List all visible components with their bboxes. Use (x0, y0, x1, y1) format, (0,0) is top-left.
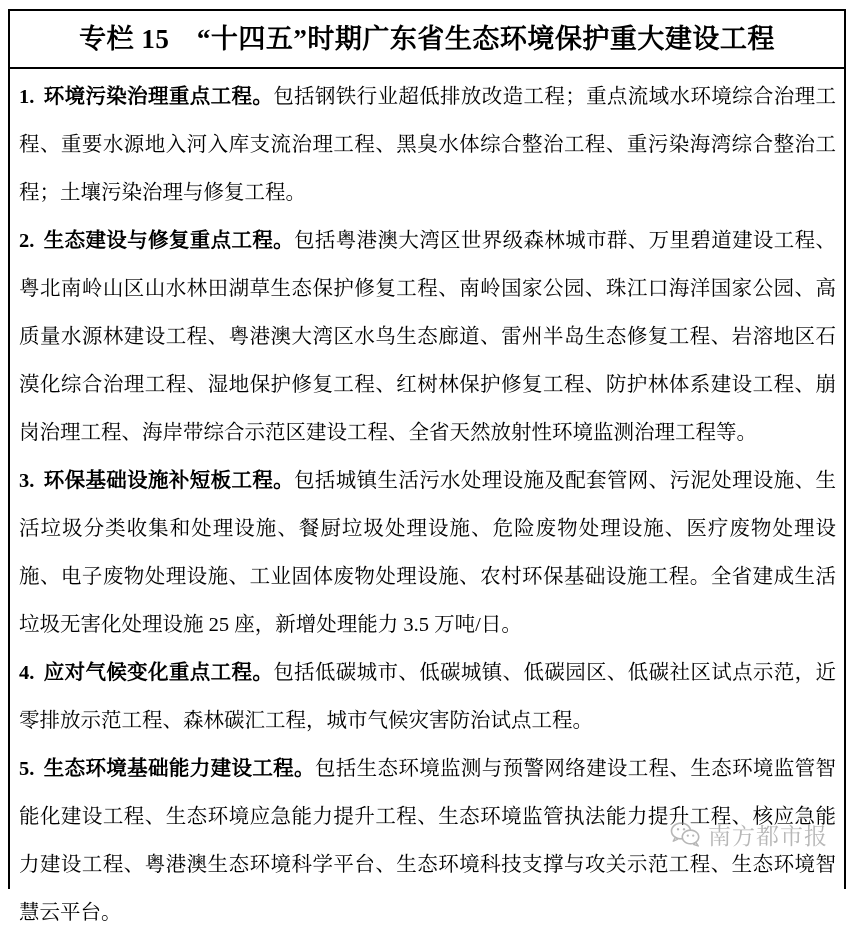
section-body-2: 包括粤港澳大湾区世界级森林城市群、万里碧道建设工程、粤北南岭山区山水林田湖草生态保护修复工程、南岭国家公园、珠江口海洋国家公园、高质量水源林建设工程、粤港澳大湾区水鸟生态廊道、雷州半岛生态修复工程、岩溶地区石漠化综合治理工程、湿地保护修复工程、红树林保护修复工程、防护林体系建设工程、崩岗治理工程、海岸带综合示范区建设工程、全省天然放射性环境监测治理工程等。 (19, 230, 837, 444)
section-heading-3: 环保基础设施补短板工程。 (43, 470, 295, 492)
section-heading-4: 应对气候变化重点工程。 (43, 662, 274, 684)
callout-title-row (10, 11, 844, 69)
section-number-2: 2. (19, 230, 35, 252)
section-paragraph-4 (19, 649, 836, 745)
section-heading-1: 环境污染治理重点工程。 (43, 86, 274, 108)
callout-box-frame (8, 9, 846, 924)
section-number-4: 4. (19, 662, 35, 684)
section-paragraph-5 (19, 745, 836, 937)
section-paragraph-3 (19, 457, 836, 649)
section-paragraph-1 (19, 73, 836, 217)
section-number-1: 1. (19, 86, 35, 108)
section-body-1: 包括钢铁行业超低排放改造工程；重点流域水环境综合治理工程、重要水源地入河入库支流治理工程、黑臭水体综合整治工程、重污染海湾综合整治工程；土壤污染治理与修复工程。 (19, 86, 837, 204)
section-number-5: 5. (19, 758, 35, 780)
section-number-3: 3. (19, 470, 35, 492)
section-heading-2: 生态建设与修复重点工程。 (43, 230, 295, 252)
callout-body-cell (10, 73, 844, 937)
watermark-text: 南方都市报 (708, 823, 828, 849)
page-title: 专栏 15 “十四五”时期广东省生态环境保护重大建设工程 (79, 23, 775, 54)
section-body-4: 包括低碳城市、低碳城镇、低碳园区、低碳社区试点示范，近零排放示范工程、森林碳汇工程，城市气候灾害防治试点工程。 (19, 662, 837, 732)
section-heading-5: 生态环境基础能力建设工程。 (43, 758, 315, 780)
section-body-5: 包括生态环境监测与预警网络建设工程、生态环境监管智能化建设工程、生态环境应急能力提升工程、生态环境监管执法能力提升工程、核应急能力建设工程、粤港澳生态环境科学平台、生态环境科技支撑与攻关示范工程、生态环境智慧云平台。 (19, 758, 837, 924)
section-body-3: 包括城镇生活污水处理设施及配套管网、污泥处理设施、生活垃圾分类收集和处理设施、餐厨垃圾处理设施、危险废物处理设施、医疗废物处理设施、电子废物处理设施、工业固体废物处理设施、农村环保基础设施工程。全省建成生活垃圾无害化处理设施 25 座，新增处理能力 3.5 万吨/日。 (19, 470, 837, 636)
section-paragraph-2 (19, 217, 836, 457)
